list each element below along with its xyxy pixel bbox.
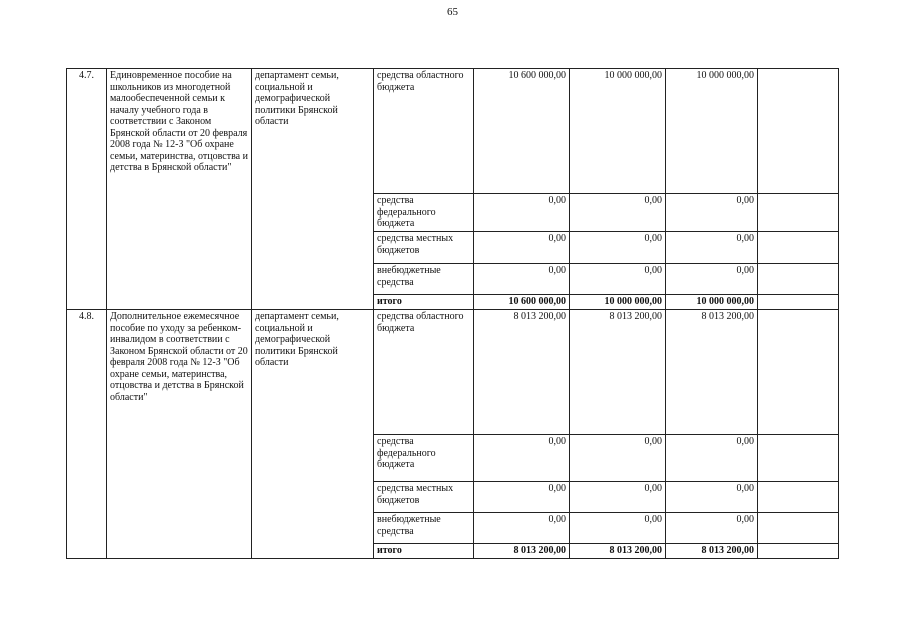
executor: департамент семьи, социальной и демографической политики Брянской области bbox=[252, 310, 374, 559]
budget-table bbox=[66, 68, 839, 559]
funding-source: внебюджетные средства bbox=[374, 513, 474, 544]
empty-cell bbox=[758, 194, 839, 232]
amount-year-2: 8 013 200,00 bbox=[570, 310, 666, 435]
row-number: 4.7. bbox=[67, 69, 107, 310]
empty-cell bbox=[758, 544, 839, 559]
empty-cell bbox=[758, 232, 839, 264]
amount-year-1: 10 600 000,00 bbox=[474, 69, 570, 194]
amount-year-3: 0,00 bbox=[666, 513, 758, 544]
amount-year-3: 10 000 000,00 bbox=[666, 69, 758, 194]
amount-year-1: 8 013 200,00 bbox=[474, 544, 570, 559]
funding-source: внебюджетные средства bbox=[374, 264, 474, 295]
amount-year-1: 0,00 bbox=[474, 194, 570, 232]
funding-source: средства федерального бюджета bbox=[374, 194, 474, 232]
amount-year-1: 0,00 bbox=[474, 264, 570, 295]
amount-year-3: 8 013 200,00 bbox=[666, 310, 758, 435]
funding-source: итого bbox=[374, 295, 474, 310]
amount-year-1: 0,00 bbox=[474, 435, 570, 482]
amount-year-3: 0,00 bbox=[666, 482, 758, 513]
amount-year-2: 0,00 bbox=[570, 482, 666, 513]
funding-source: итого bbox=[374, 544, 474, 559]
amount-year-1: 8 013 200,00 bbox=[474, 310, 570, 435]
amount-year-3: 10 000 000,00 bbox=[666, 295, 758, 310]
funding-source: средства местных бюджетов bbox=[374, 232, 474, 264]
amount-year-2: 0,00 bbox=[570, 435, 666, 482]
funding-source: средства областного бюджета bbox=[374, 69, 474, 194]
row-number: 4.8. bbox=[67, 310, 107, 559]
amount-year-2: 10 000 000,00 bbox=[570, 69, 666, 194]
amount-year-3: 0,00 bbox=[666, 435, 758, 482]
empty-cell bbox=[758, 264, 839, 295]
funding-source: средства областного бюджета bbox=[374, 310, 474, 435]
empty-cell bbox=[758, 513, 839, 544]
amount-year-1: 0,00 bbox=[474, 482, 570, 513]
amount-year-2: 8 013 200,00 bbox=[570, 544, 666, 559]
empty-cell bbox=[758, 482, 839, 513]
empty-cell bbox=[758, 435, 839, 482]
amount-year-1: 0,00 bbox=[474, 232, 570, 264]
amount-year-2: 0,00 bbox=[570, 264, 666, 295]
amount-year-3: 0,00 bbox=[666, 264, 758, 295]
funding-source: средства федерального бюджета bbox=[374, 435, 474, 482]
executor: департамент семьи, социальной и демографической политики Брянской области bbox=[252, 69, 374, 310]
amount-year-3: 0,00 bbox=[666, 194, 758, 232]
amount-year-3: 0,00 bbox=[666, 232, 758, 264]
empty-cell bbox=[758, 295, 839, 310]
amount-year-2: 0,00 bbox=[570, 513, 666, 544]
amount-year-2: 0,00 bbox=[570, 194, 666, 232]
amount-year-1: 0,00 bbox=[474, 513, 570, 544]
empty-cell bbox=[758, 310, 839, 435]
amount-year-2: 0,00 bbox=[570, 232, 666, 264]
amount-year-2: 10 000 000,00 bbox=[570, 295, 666, 310]
page-number: 65 bbox=[447, 6, 458, 18]
amount-year-1: 10 600 000,00 bbox=[474, 295, 570, 310]
empty-cell bbox=[758, 69, 839, 194]
amount-year-3: 8 013 200,00 bbox=[666, 544, 758, 559]
measure-title: Единовременное пособие на школьников из многодетной малообеспеченной семьи к началу учебного года в соответствии с Законом Брянской области от 20 февраля 2008 года № 12-З "Об охране семьи, материнства, отцовства и детства в Брянской области" bbox=[107, 69, 252, 310]
measure-title: Дополнительное ежемесячное пособие по уходу за ребенком-инвалидом в соответствии с Законом Брянской области от 20 февраля 2008 года № 12-З "Об охране семьи, материнства, отцовства и детства в Брянской области" bbox=[107, 310, 252, 559]
table-row bbox=[67, 310, 839, 435]
table-row bbox=[67, 69, 839, 194]
funding-source: средства местных бюджетов bbox=[374, 482, 474, 513]
